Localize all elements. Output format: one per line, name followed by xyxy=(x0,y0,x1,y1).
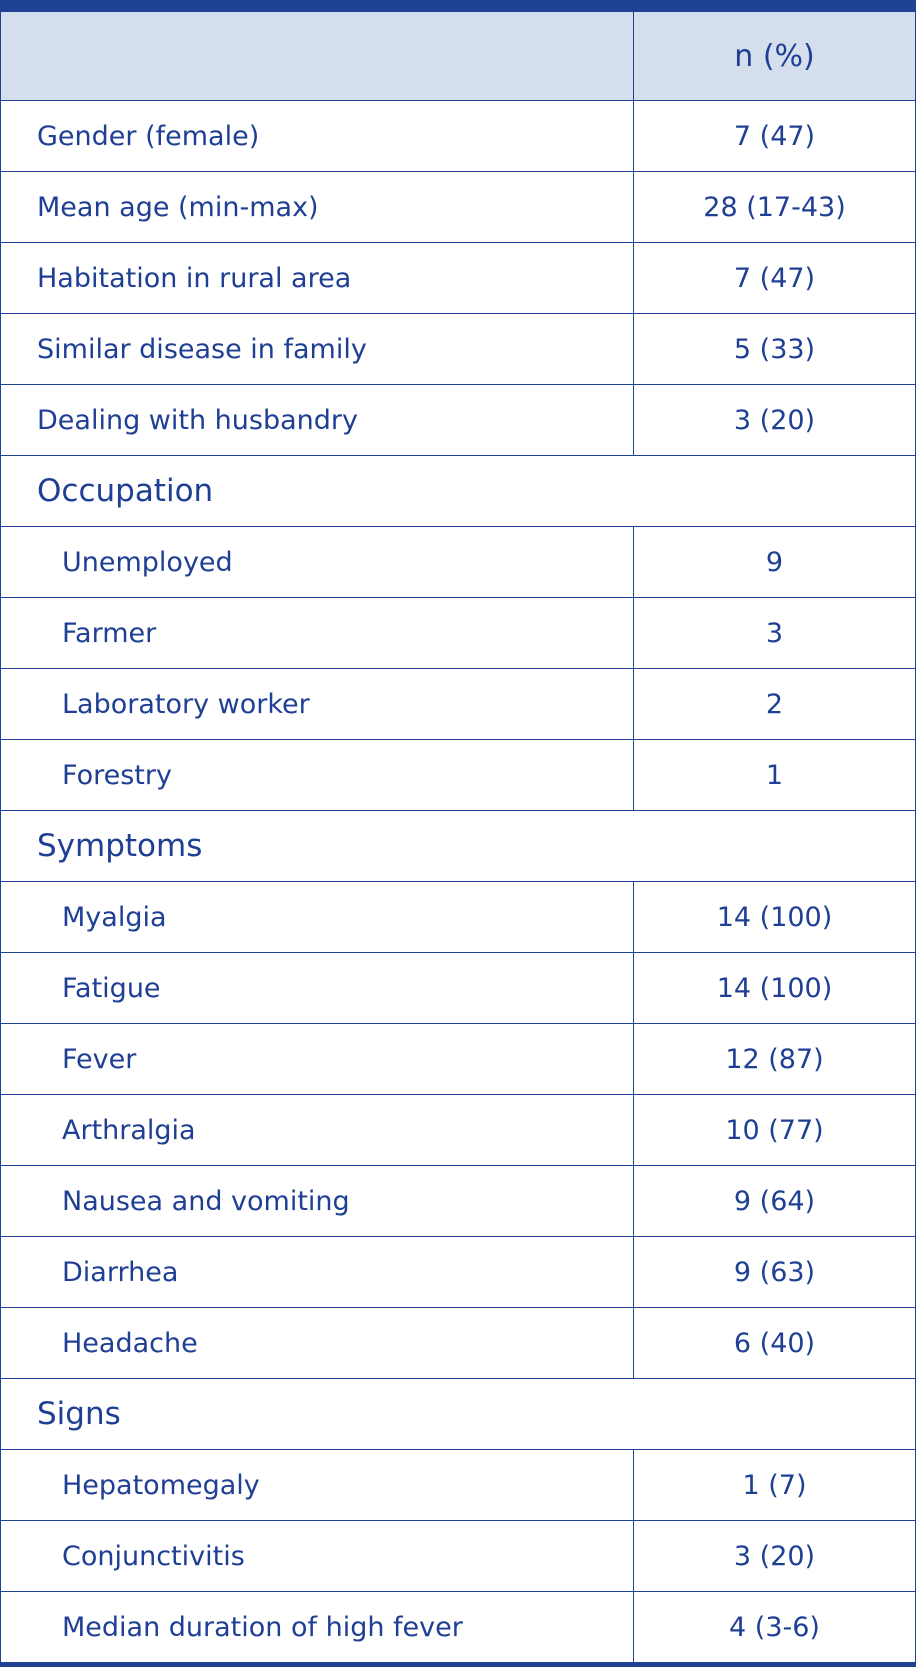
row-value: 28 (17-43) xyxy=(634,172,916,243)
table-row xyxy=(1,1095,916,1166)
row-value: 14 (100) xyxy=(634,953,916,1024)
section-row-signs xyxy=(1,1379,916,1450)
row-value: 3 (20) xyxy=(634,1521,916,1592)
row-label: Myalgia xyxy=(1,882,634,953)
table-row xyxy=(1,740,916,811)
row-label: Habitation in rural area xyxy=(1,243,634,314)
table-row xyxy=(1,243,916,314)
row-label: Mean age (min-max) xyxy=(1,172,634,243)
row-value: 4 (3-6) xyxy=(634,1592,916,1665)
row-value: 2 xyxy=(634,669,916,740)
row-label: Laboratory worker xyxy=(1,669,634,740)
row-label: Farmer xyxy=(1,598,634,669)
section-row-symptoms xyxy=(1,811,916,882)
row-value: 3 (20) xyxy=(634,385,916,456)
row-value: 6 (40) xyxy=(634,1308,916,1379)
row-value: 9 (63) xyxy=(634,1237,916,1308)
table-row xyxy=(1,1450,916,1521)
row-label: Median duration of high fever xyxy=(1,1592,634,1665)
row-label: Headache xyxy=(1,1308,634,1379)
row-value: 1 xyxy=(634,740,916,811)
table-row xyxy=(1,1308,916,1379)
row-value: 10 (77) xyxy=(634,1095,916,1166)
table-row xyxy=(1,101,916,172)
table-row xyxy=(1,1592,916,1665)
header-value-cell: n (%) xyxy=(634,6,916,101)
table-row xyxy=(1,1521,916,1592)
row-label: Dealing with husbandry xyxy=(1,385,634,456)
table-row xyxy=(1,1024,916,1095)
table-row xyxy=(1,669,916,740)
table-row xyxy=(1,172,916,243)
row-label: Diarrhea xyxy=(1,1237,634,1308)
table-row xyxy=(1,527,916,598)
row-label: Forestry xyxy=(1,740,634,811)
table-row xyxy=(1,953,916,1024)
section-title: Symptoms xyxy=(1,811,916,882)
table-row xyxy=(1,1166,916,1237)
section-title: Signs xyxy=(1,1379,916,1450)
row-label: Hepatomegaly xyxy=(1,1450,634,1521)
row-label: Arthralgia xyxy=(1,1095,634,1166)
row-label: Fatigue xyxy=(1,953,634,1024)
table-row xyxy=(1,314,916,385)
row-label: Nausea and vomiting xyxy=(1,1166,634,1237)
row-value: 7 (47) xyxy=(634,101,916,172)
table-row xyxy=(1,882,916,953)
section-row-occupation xyxy=(1,456,916,527)
row-label: Similar disease in family xyxy=(1,314,634,385)
section-title: Occupation xyxy=(1,456,916,527)
table-header-row xyxy=(1,6,916,101)
row-label: Unemployed xyxy=(1,527,634,598)
row-value: 5 (33) xyxy=(634,314,916,385)
row-value: 3 xyxy=(634,598,916,669)
row-label: Conjunctivitis xyxy=(1,1521,634,1592)
table-row xyxy=(1,385,916,456)
row-value: 9 xyxy=(634,527,916,598)
row-value: 7 (47) xyxy=(634,243,916,314)
row-label: Gender (female) xyxy=(1,101,634,172)
row-value: 1 (7) xyxy=(634,1450,916,1521)
header-label-cell xyxy=(1,6,634,101)
row-value: 14 (100) xyxy=(634,882,916,953)
row-label: Fever xyxy=(1,1024,634,1095)
row-value: 12 (87) xyxy=(634,1024,916,1095)
table-row xyxy=(1,598,916,669)
table-row xyxy=(1,1237,916,1308)
row-value: 9 (64) xyxy=(634,1166,916,1237)
